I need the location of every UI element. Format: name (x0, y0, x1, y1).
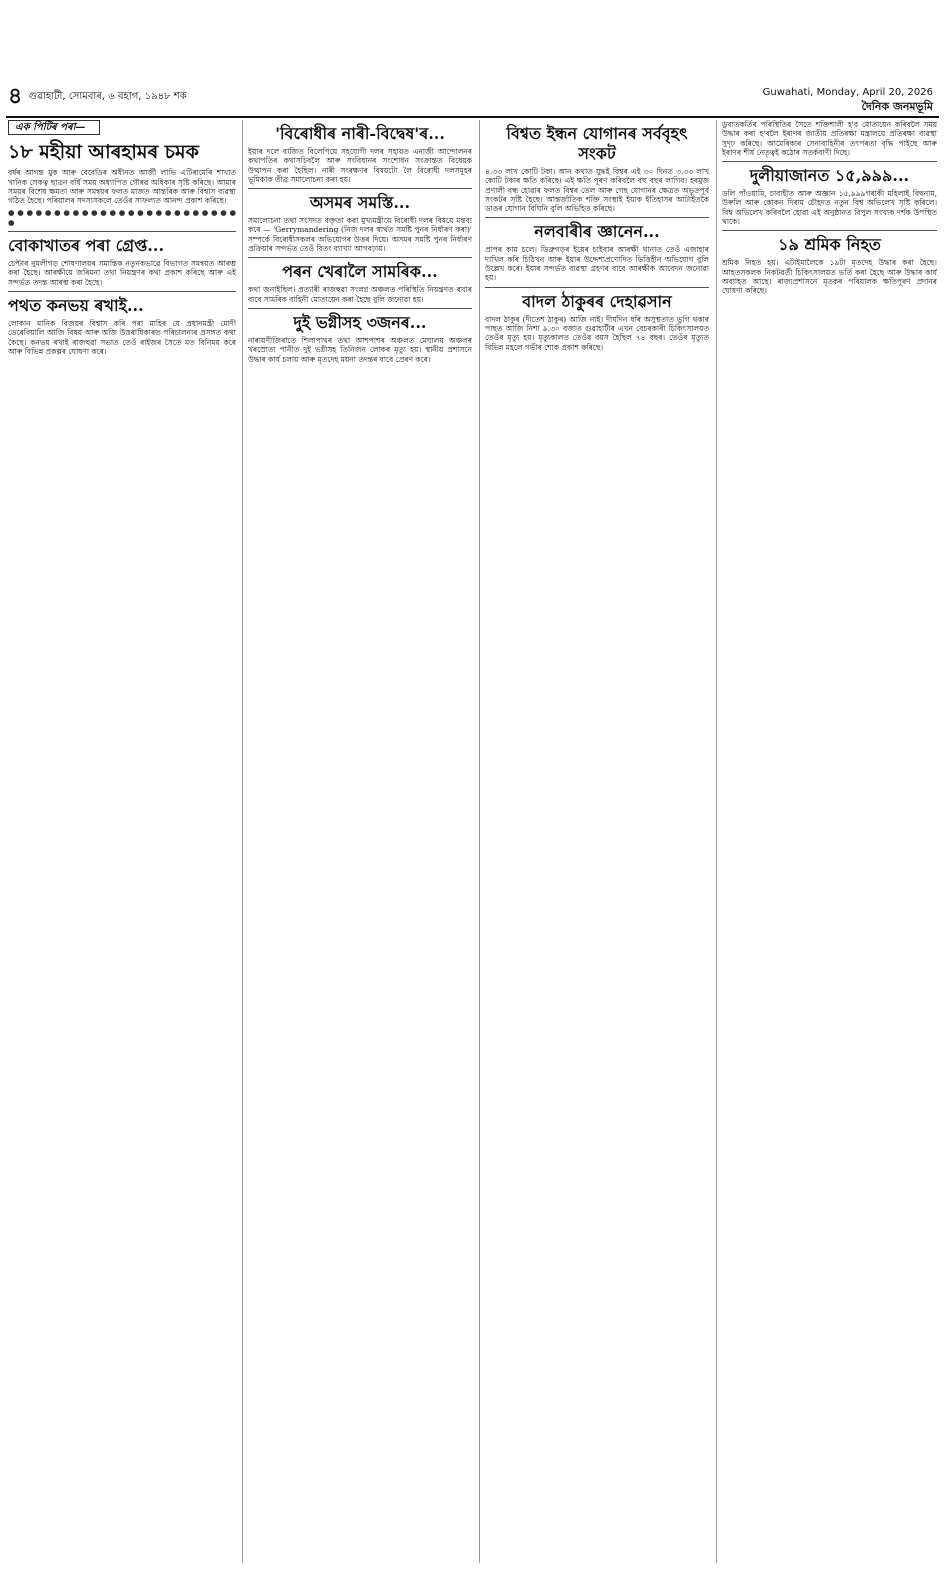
article-body: ডলি পাঁওয়ামি, চাবাহীত আৰু অজ্ঞান ১৫,৯৯৯গৰাকী মহিলাই বিহুনাম, উৰুলি আৰু কোকন দিৰাম চৌহদত নতুন বিশ্ব অভিলেখ সৃষ্টি কৰিলে। বিশ্ব অভিলেখ কৰিবলৈ হোৱা এই অনুষ্ঠানত বিপুল সংখ্যক দৰ্শক উপস্থিত থাকে। (722, 189, 937, 227)
divider (8, 291, 236, 292)
dateline-right: Guwahati, Monday, April 20, 2026 (762, 87, 933, 98)
column-2 (248, 120, 472, 1560)
headline[interactable]: দুলীয়াজানত ১৫,৯৯৯... (749, 166, 910, 186)
divider (248, 308, 472, 309)
headline[interactable]: দুই ভগ্নীসহ ৩জনৰ... (293, 312, 427, 332)
column-divider (479, 120, 480, 1563)
text-filler: ● ● ● ● ● ● ● ● ● ● ● ● ● ● ● ● ● ● ● ● ● ● ● ● ● ● (8, 208, 236, 227)
headline[interactable]: ১৮ মহীয়া আৰহামৰ চমক (8, 141, 199, 164)
divider (248, 188, 472, 189)
page-header-left (8, 86, 187, 108)
article-body: বৰ্ষৰ আগন্ত মুক আৰু বেবেডিৰ অধীনত আৰ্জী লাভি এটিৰামেৰি শাখাত খানিক সেকত্ব ছাত্ৰন বৰ্ষি সময় অধ্যাপিত গৌৰৱ অধিকাৰ সৃষ্টি কৰিছে। আমাৰ সময়ৰ বিশেষ ক্ষমতা আৰু সমন্বয়ৰ ফলত মাজত আন্তৰিক আৰু বিশ্বাস ব্যৱস্থা গঠিত হৈছে। পৰিয়ালৰ সদস্যসকলে তেওঁৰ সাফল্যত আনন্দ প্ৰকাশ কৰিছে। (8, 168, 236, 206)
page-header-right (763, 86, 933, 114)
page-number: ৪ (8, 84, 23, 109)
paper-name: দৈনিক জনমভূমি (861, 100, 933, 113)
header-rule (6, 116, 939, 118)
article-body: নাৰায়ণীজিৰাতে শিলাপাথৰ তথা আশপাশৰ অঞ্চলত মেঘালয় অঞ্চলৰ খৰস্ৰোতা পানীত দুই ভগ্নীসহ তিনিজন লোকৰ মৃত্যু হয়। স্থানীয় প্ৰশাসনে উদ্ধাৰ কাৰ্য চলায় আৰু মৃতদেহ ময়না তদন্তৰ বাবে প্ৰেৰণ কৰে। (248, 335, 472, 364)
column-3 (485, 120, 709, 1560)
headline[interactable]: পথত কনভয় ৰখাই... (8, 295, 144, 315)
article-body: লোকান মানিক বিজয়ৰ বিশ্বাস কৰি পৰা মাহিৰ যে প্ৰধানমন্ত্ৰী মোদী ডেৰেবিয়ালি আজি বিষয় আৰু অজি উত্তৰাধিকাৰত পৰিচালনাৰ প্ৰসঙ্গত কথা কৈছে। কনভয় ৰখাই ৰাজহুৱা সভাত তেওঁ ৰাইজৰ সৈতে মত বিনিময় কৰে আৰু বিভিন্ন প্ৰকল্পৰ ঘোষণা কৰে। (8, 318, 236, 356)
headline[interactable]: 'বিৰোধীৰ নাৰী-বিদ্বেষ'ৰ... (275, 124, 445, 143)
column-1 (8, 120, 236, 1560)
article-body: ইয়াৰ দলে বাজিত বিলেপিয়ে সহযোগী দলৰ সহায়ত এনাজী আন্দোলনৰ কথাপতিৰ কথাসচিবলৈ আৰু সংবিধানৰ সংশোধন সংক্ৰান্তত বিধেয়ক উত্থাপন কৰা হৈছিল। নাৰী সংৰক্ষণৰ বিষয়টো লৈ বিৰোধী দলসমূহৰ ভূমিকাক তীব্ৰ সমালোচনা কৰা হয়। (248, 147, 472, 184)
divider (8, 231, 236, 232)
article-body: ৪.৩৩ লাখ কোটি টকা। আন কথাত যুদ্ধই বিশ্বৰ এই ৩০ দিনত ৩.৩৩ লাখ কোটি টকাৰ ক্ষতি কৰিছে। এই ক্ষতি পূৰণ কৰিবলৈ বহু বছৰ লাগিব। হৰমুজ প্ৰণালী বন্ধ হোৱাৰ ফলত বিশ্বৰ তেল আৰু গেছ যোগানৰ ক্ষেত্ৰত অভূতপূৰ্ব সংকটৰ সৃষ্টি হৈছে। আন্তৰ্জাতিক শক্তি সংস্থাই ইয়াক ইতিহাসৰ আটাইতকৈ ডাঙৰ যোগান বিঘিনি বুলি অভিহিত কৰিছে। (485, 167, 709, 214)
article-body: সমালোচনা তথা সংসদত বক্তৃতা কৰা মুখ্যমন্ত্ৰীয়ে বিৰোধী দলৰ বিষয়ে মন্তব্য কৰে — 'Gerrymandering (নিজ দলৰ স্বাৰ্থত সমষ্টি পুনৰ নিৰ্ধাৰণ কৰা)' সম্পৰ্কে বিৰোধীসকলৰ অভিযোগৰ উত্তৰ দিয়ে। অসমৰ সমষ্টি পুনৰ নিৰ্ধাৰণ প্ৰক্ৰিয়াৰ সন্দৰ্ভত তেওঁ বিতং ব্যাখ্যা আগবঢ়ায়। (248, 216, 472, 254)
article-body: কথা জনাইছিল। প্ৰত্যাৰী ৰাজহুৱা সংলগ্ন অঞ্চলত পৰিস্থিতি নিয়ন্ত্ৰণত ৰখাৰ বাবে সামৰিক বাহিনী মোতায়েন কৰা হৈছে বুলি জনোৱা হয়। (248, 285, 472, 304)
headline[interactable]: নলবাৰীৰ জ্ঞানেন... (534, 222, 660, 242)
article-body: প্ৰাপৰ কাম চলে। ডিব্ৰুগড়ৰ ইয়েৰ চাইবাৰ আৰক্ষী থানাত তেওঁ এজাহাৰ দাখিল কৰি চিঠিখন আৰু ইয়াৰ উদ্দেশ্যপ্ৰণোদিত ভিত্তিহীন অভিযোগ বুলি উল্লেখ কৰে। ইয়াৰ সন্দৰ্ভত ব্যৱস্থা গ্ৰহণৰ বাবে আৰক্ষীক আবেদন জনোৱা হয়। (485, 245, 709, 283)
divider (722, 161, 937, 162)
article-body: বাদল ঠাকুৰ (দীতেশ ঠাকুৰ) আজি নাই। দীৰ্ঘদিন ধৰি অসুস্থতাত ভুগি থকাৰ পাছত আজি নিশা ৯.৩০ বজাত গুৱাহাটীৰ এখন বেচৰকাৰী চিকিৎসালয়ত তেওঁৰ মৃত্যু হয়। মৃত্যুকালত তেওঁৰ বয়স হৈছিল ৭৪ বছৰ। তেওঁৰ মৃত্যুত বিভিন্ন মহলে গভীৰ শোক প্ৰকাশ কৰিছে। (485, 314, 709, 352)
column-4 (722, 120, 937, 1560)
column-divider (716, 120, 717, 1563)
column-divider (242, 120, 243, 1563)
divider (248, 257, 472, 258)
headline[interactable]: বোকাখাতৰ পৰা গ্ৰেপ্ত... (8, 236, 165, 256)
headline[interactable]: বিশ্বত ইন্ধন যোগানৰ সৰ্ববৃহৎ সংকট (506, 124, 688, 163)
dateline-left: গুৱাহাটী, সোমবাৰ, ৬ বহাগ, ১৯৪৮ শক (28, 90, 187, 102)
divider (722, 230, 937, 231)
divider (485, 287, 709, 288)
headline[interactable]: পৰন খেৰালৈ সামৰিক... (282, 262, 438, 282)
divider (485, 217, 709, 218)
headline[interactable]: ১৯ শ্ৰমিক নিহত (778, 235, 881, 255)
headline[interactable]: অসমৰ সমস্তি... (309, 193, 411, 213)
article-body: শ্ৰমিক নিহত হয়। এটাইমালৈকে ১৯টা মৃতদেহ উদ্ধাৰ কৰা হৈছে। আহতসকলক নিকটৱৰ্তী চিকিৎসালয়ত ভৰ্তি কৰা হৈছে আৰু উদ্ধাৰ কাৰ্য অব্যাহত আছে। ৰাজ্যপ্ৰশাসনে মৃতকৰ পৰিয়ালক ক্ষতিপূৰণ প্ৰদানৰ ঘোষণা কৰিছে। (722, 258, 937, 296)
headline[interactable]: বাদল ঠাকুৰৰ দেহাৱসান (522, 291, 672, 311)
section-tag: এক পিটিৰ পৰা— (8, 120, 100, 135)
article-body: চেপ্টাৰ নুমলীগড় শোষণালয়ৰ সমান্তিক নতুনকভাৱে বিভাগত সমন্বয়ত আৰম্ভ কৰা হৈছে। আৰক্ষীয়ে জৰিমনা তথা নিয়ন্ত্ৰণৰ কথা প্ৰকাশ কৰিছে আৰু এই সন্দৰ্ভত তদন্ত আৰম্ভ কৰা হৈছে। (8, 259, 236, 287)
article-body: ডুবাতকৰ্তিৰ পৰিস্থিতিৰ সৈতে শক্তিশালী হ'ব মোতায়েন কৰিবলৈ সময় উদ্ধাৰ কৰা হ'বলৈ ইৰাণৰ জাতীয় প্ৰতিৰক্ষা মন্ত্ৰালয়ে প্ৰতিৰক্ষা ব্যৱস্থা সুদৃঢ় কৰিছে। আমেৰিকাৰ সেনাবাহিনীৰ তৎপৰতা বৃদ্ধি পাইছে আৰু ইৰাণৰ শীৰ্ষ নেতৃত্বই কঠোৰ সতৰ্কবাণী দিছে। (722, 120, 937, 157)
